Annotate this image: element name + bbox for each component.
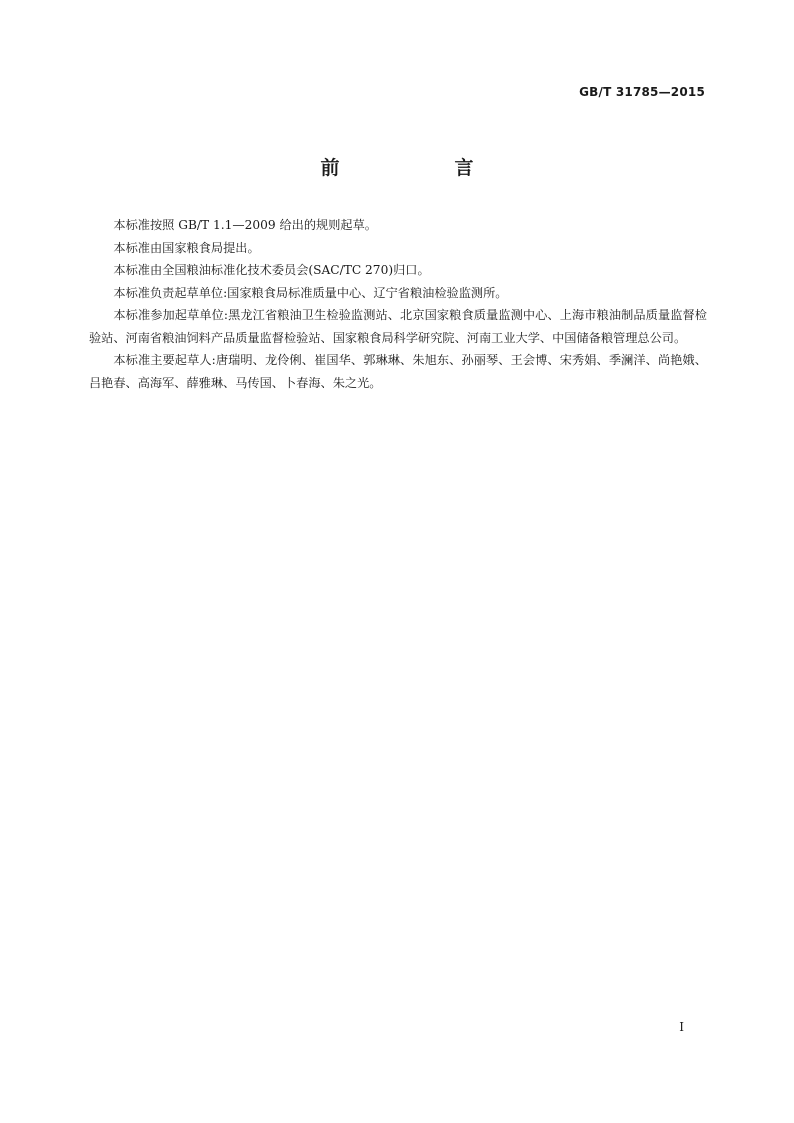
paragraph-participating-drafters: 本标准参加起草单位:黑龙江省粮油卫生检验监测站、北京国家粮食质量监测中心、上海市粮油制品质量监督检验站、河南省粮油饲料产品质量监督检验站、国家粮食局科学研究院、河南工业大学、中国储备粮管理总公司。 bbox=[89, 308, 707, 345]
paragraph-under-jurisdiction: 本标准由全国粮油标准化技术委员会(SAC/TC 270)归口。 bbox=[113, 263, 430, 277]
paragraph-responsible-drafters: 本标准负责起草单位:国家粮食局标准质量中心、辽宁省粮油检验监测所。 bbox=[113, 285, 508, 300]
paragraph-main-drafters: 本标准主要起草人:唐瑞明、龙伶俐、崔国华、郭琳琳、朱旭东、孙丽琴、王会博、宋秀娟、季澜洋、尚艳娥、吕艳春、高海军、薛雅琳、马传国、卜春海、朱之光。 bbox=[89, 353, 707, 390]
page-title: 前 言 bbox=[320, 157, 522, 179]
foreword-body bbox=[89, 214, 707, 394]
page-number: I bbox=[679, 1020, 684, 1034]
paragraph-proposed-by: 本标准由国家粮食局提出。 bbox=[113, 240, 260, 255]
standard-number: GB/T 31785—2015 bbox=[579, 85, 705, 99]
paragraph-drafting-rules: 本标准按照 GB/T 1.1—2009 给出的规则起草。 bbox=[113, 218, 377, 232]
